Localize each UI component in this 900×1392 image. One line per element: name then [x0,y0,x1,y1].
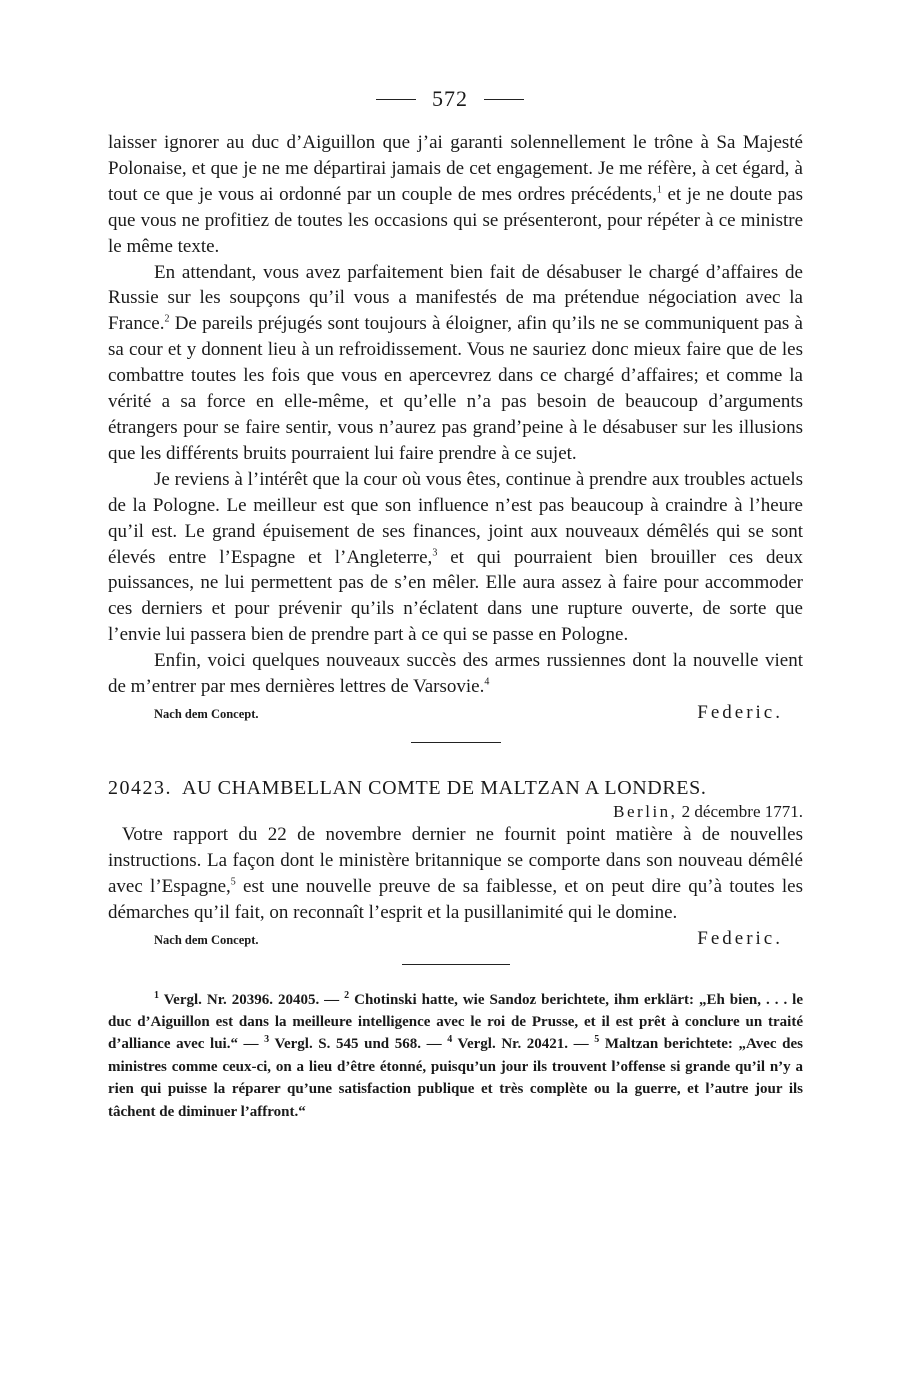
letter-2-paragraph [108,822,803,926]
letter-2-text: Votre rapport du 22 de novembre dernier ne fournit point matière à de nouvelles instructions. La façon dont le ministère britannique se comporte dans son nouveau démêlé avec l’Espagne, [108,823,803,897]
header-rule-right [484,99,524,100]
paragraph-3-text: Je reviens à l’intérêt que la cour où vous êtes, continue à prendre aux troubles actuels de la Pologne. Le meilleur est que son influence n’est pas beaucoup à craindre à l’heure qu’il est. Le grand épuisement de ses finances, joint aux nouveaux démêlés qui se sont élevés entre l’Espagne et l’Angleterre, [108,468,803,568]
footnote-2: Chotinski hatte, wie Sandoz berichtete, ihm erklärt: „Eh bien, . . . le duc d’Aiguillon est dans la meilleure intelligence avec le roi de Prusse, et il est prêt à conclure un traité d’alliance avec lui.“ — [108,991,804,1053]
footnote-ref-3: 3 [432,547,438,559]
footnotes [108,989,803,1123]
paragraph-2 [108,260,803,467]
paragraph-3-tail: et qui pourraient bien brouiller ces deux puissances, ne lui permettent pas de s’en mêler. Elle aura assez à faire pour accommoder ces derniers et pour prévenir qu’ils n’éclatent dans une rupture ouverte, de sorte que l’envie lui passera bien de prendre part à ce qui se passe en Pologne. [108,546,803,646]
footnote-divider [402,964,510,965]
letter-title: AU CHAMBELLAN COMTE DE MALTZAN A LONDRES. [182,776,707,799]
paragraph-3 [108,467,803,648]
section-divider-1 [411,742,501,743]
signature-1: Federic. [697,701,783,723]
dateline-date: 2 décembre 1771. [681,801,803,821]
footnote-mark-5: 5 [594,1034,600,1046]
footnote-mark-4: 4 [447,1034,453,1046]
paragraph-1-tail: et je ne doute pas que vous ne profitiez de toutes les occasions qui se présenteront, pour répéter à ce ministre le même texte. [108,183,804,257]
dateline-place: Berlin, [613,801,678,821]
paragraph-1 [108,130,803,260]
footnote-mark-2: 2 [344,989,350,1001]
letter-number: 20423. [108,776,172,799]
footnote-ref-2: 2 [164,314,170,326]
paragraph-2-tail: De pareils préjugés sont toujours à éloigner, afin qu’ils ne se communiquent pas à sa cour et y donnent lieu à un refroidissement. Vous ne sauriez donc mieux faire que de les combattre toutes les fois que vous en apercevrez dans ce chargé d’affaires; et comme la vérité a sa force en elle-même, et qu’elle n’a pas besoin de beaucoup d’arguments étrangers pour se faire sentir, vous n’aurez pas grand’peine à le désabuser sur les illusions que les différents bruits pourraient lui faire prendre à ce sujet. [108,313,803,464]
signature-2: Federic. [697,927,783,949]
paragraph-2-text: En attendant, vous avez parfaitement bien fait de désabuser le chargé d’affaires de Russie sur les soupçons qu’il vous a manifestés de ma prétendue négociation avec la France. [108,261,803,335]
footnote-1: Vergl. Nr. 20396. 20405. — [159,991,345,1008]
footnote-3: Vergl. S. 545 und 568. — [269,1036,448,1053]
page-number: 572 [432,86,468,111]
header-rule-left [376,99,416,100]
source-note-1: Nach dem Concept. [154,706,259,721]
footnote-ref-5: 5 [230,876,236,888]
main-text [108,130,803,1123]
footnote-4: Vergl. Nr. 20421. — [452,1036,595,1053]
signoff-2 [108,928,803,950]
footnote-block [108,989,803,1123]
footnote-ref-4: 4 [484,676,490,688]
source-note-2: Nach dem Concept. [154,932,259,947]
footnote-ref-1: 1 [656,184,662,196]
paragraph-1-text: laisser ignorer au duc d’Aiguillon que j’ai garanti solennellement le trône à Sa Majesté Polonaise, et que je ne me départirai jamais de cet engagement. Je me réfère, à cet égard, à tout ce que je vous ai ordonné par un couple de mes ordres précédents, [108,132,803,205]
dateline [108,802,803,822]
letter-2-tail: est une nouvelle preuve de sa faiblesse, et on peut dire qu’à toutes les démarches qu’il fait, on reconnaît l’esprit et la pusillanimité qui le domine. [108,875,803,923]
paragraph-4 [108,648,803,700]
letter-heading [108,777,803,800]
footnote-mark-3: 3 [264,1034,270,1046]
page-header [0,86,900,112]
footnote-mark-1: 1 [154,989,159,1001]
signoff-1 [108,702,803,724]
paragraph-4-text: Enfin, voici quelques nouveaux succès des armes russiennes dont la nouvelle vient de m’entrer par mes dernières lettres de Varsovie. [108,650,803,698]
footnote-5: Maltzan berichtete: „Avec des ministres comme ceux-ci, on a lieu d’être étonné, puisqu’un jour ils trouvent l’offense si grande qu’il n’y a rien qui puisse la réparer qu’une satisfaction publique et très complète ou la guerre, et l’autre jour ils tâchent de diminuer l’affront.“ [108,1036,804,1120]
